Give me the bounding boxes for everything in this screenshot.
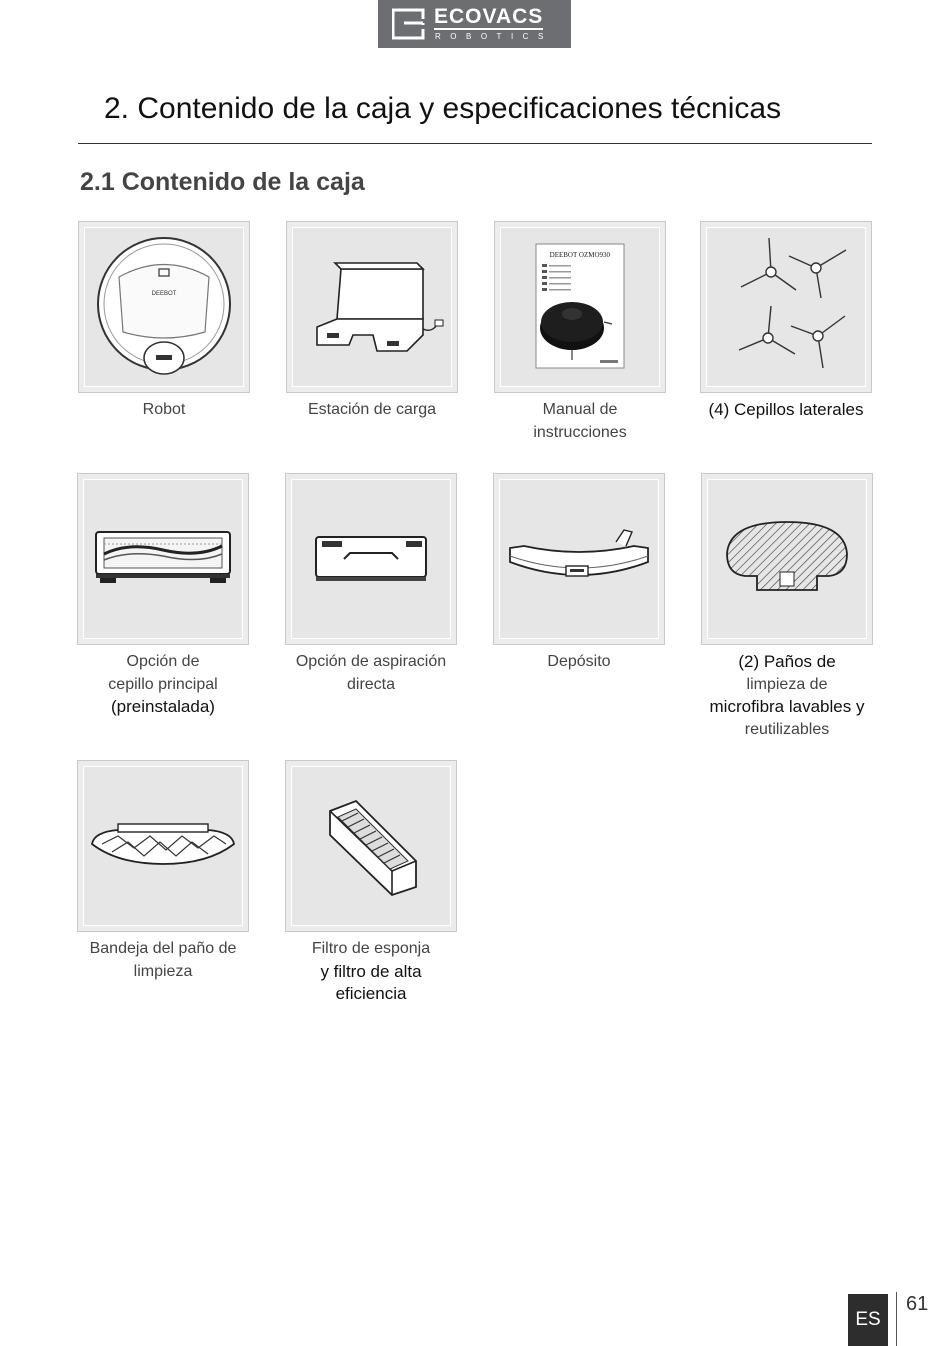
item-caption [78, 399, 250, 422]
main-brush-icon [88, 524, 238, 594]
charging-dock-icon [297, 247, 447, 367]
item-caption [77, 938, 249, 983]
item-image-frame [493, 473, 665, 645]
item-mop-plate [77, 760, 249, 983]
manual-icon [530, 242, 630, 372]
item-image-frame [494, 221, 666, 393]
ecovacs-mark-icon [392, 8, 426, 40]
caption-line: limpieza de [746, 675, 828, 693]
item-caption [493, 651, 665, 674]
item-caption [701, 651, 873, 741]
item-caption [700, 399, 872, 422]
section-title: 2.1 Contenido de la caja [80, 168, 365, 196]
filter-icon [316, 791, 426, 901]
item-mop-pad [701, 473, 873, 741]
item-image-frame [701, 473, 873, 645]
item-robot [78, 221, 250, 422]
footer-divider [896, 1292, 897, 1346]
caption-line: Filtro de esponja [311, 940, 431, 957]
item-caption [285, 651, 457, 696]
item-image-frame [77, 760, 249, 932]
caption-line: reutilizables [744, 720, 830, 738]
caption-line: (preinstalada) [111, 697, 215, 716]
dustbin-icon [504, 524, 654, 594]
caption-line: Depósito [547, 653, 611, 670]
item-filter [285, 760, 457, 1006]
side-brushes-icon [711, 232, 861, 382]
item-image-frame [285, 473, 457, 645]
caption-line: limpieza [133, 962, 193, 980]
item-image-frame [78, 221, 250, 393]
title-divider [78, 143, 872, 144]
item-charging-dock [286, 221, 458, 422]
item-caption [77, 651, 249, 719]
item-image-frame [285, 760, 457, 932]
caption-line: y filtro de alta [320, 961, 422, 981]
svg-text:DEEBOT: DEEBOT [151, 291, 177, 297]
caption-line: Bandeja del paño de [89, 940, 237, 957]
item-dustbin [493, 473, 665, 674]
caption-line: cepillo principal [108, 675, 218, 693]
caption-line: microfibra lavables y [709, 697, 865, 716]
caption-line: (2) Paños de [738, 652, 836, 671]
caption-line: instrucciones [533, 423, 627, 441]
suction-option-icon [306, 529, 436, 589]
item-image-frame [77, 473, 249, 645]
mop-plate-icon [88, 816, 238, 876]
page-number: 61 [906, 1293, 929, 1315]
brand-subtitle: ROBOTICS [435, 32, 553, 41]
item-main-brush [77, 473, 249, 719]
item-manual [494, 221, 666, 444]
item-caption [285, 938, 457, 1006]
mop-pad-icon [717, 514, 857, 604]
item-suction-option [285, 473, 457, 696]
caption-line: directa [346, 675, 396, 693]
caption-line: Opción de [126, 653, 200, 670]
page-title: 2. Contenido de la caja y especificaciones técnicas [104, 92, 782, 125]
language-badge: ES [848, 1294, 888, 1346]
item-image-frame [286, 221, 458, 393]
manual-cover-title: DEEBOT OZMO930 [549, 251, 610, 259]
item-image-frame [700, 221, 872, 393]
caption-line: eficiencia [335, 984, 407, 1003]
robot-icon [89, 232, 239, 382]
brand-name: ECOVACS [434, 5, 544, 28]
item-side-brushes [700, 221, 872, 422]
ecovacs-logo [378, 0, 571, 48]
caption-line: Estación de carga [307, 401, 437, 418]
caption-line: (4) Cepillos laterales [708, 400, 864, 419]
item-caption [286, 399, 458, 422]
caption-line: Robot [142, 401, 186, 418]
caption-line: Manual de [542, 401, 618, 418]
caption-line: Opción de aspiración [295, 653, 447, 670]
item-caption [494, 399, 666, 444]
